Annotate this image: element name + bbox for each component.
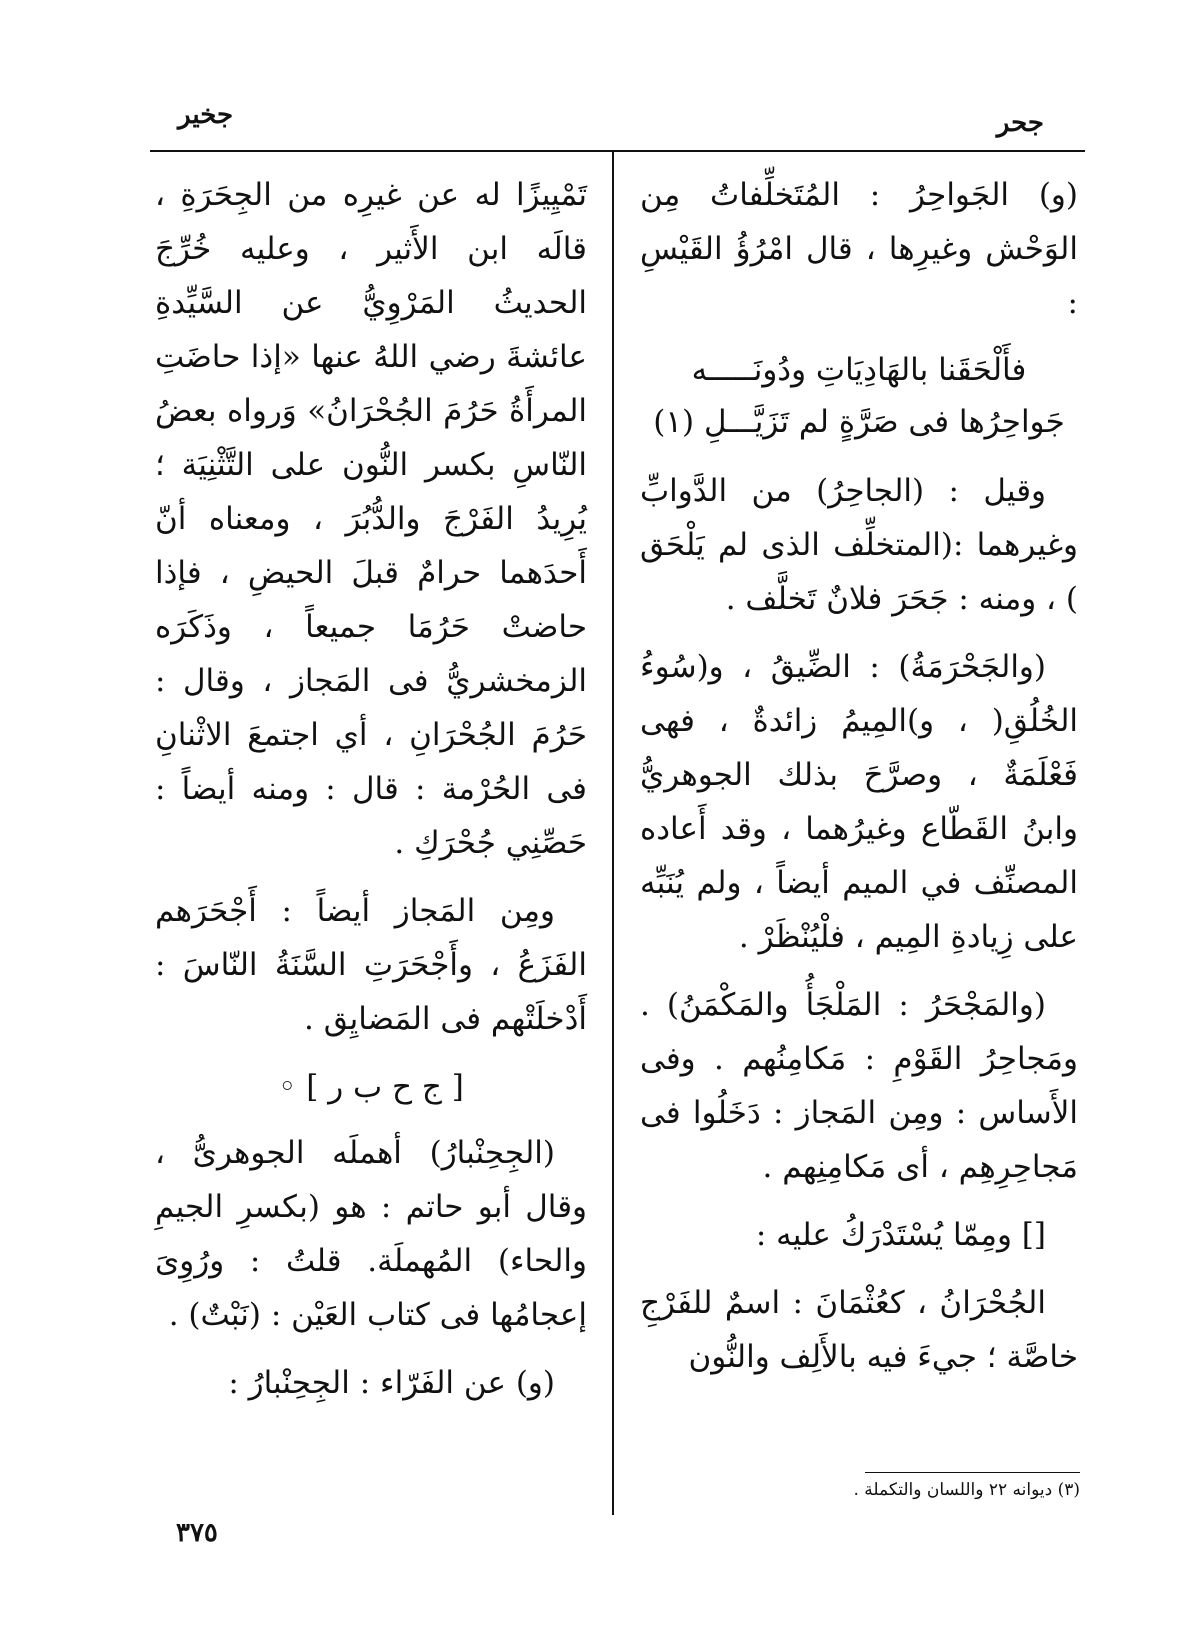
entry-jahrama: (والجَحْرَمَةُ) : الضِّيقُ ، و(سُوءُ الخُلُقِ( ، و)المِيمُ زائدةٌ ، فهى فَعْلَمَةٌ ، وصرَّحَ بذلك الجوهريُّ وابنُ القَطّاع وغيرُهما ، وقد أَعاده المصنِّف في الميم أيضاً ، ولم يُنَبِّه على زِيادةِ المِيم ، فلْيُنْظَرْ . [640,649,1078,955]
entry-farra: (و) عن الفَرّاء : الجِحِنْبارُ : [228,1365,555,1401]
entry-jahir: وقيل : (الجاحِرُ) من الدَّوابِّ وغيرهما :(المتخلِّف الذى لم يَلْحَق ) ، ومنه : جَحَرَ فلانٌ تَخلَّف . [640,473,1078,617]
entry-juhran-continued: تَمْيِيزًا له عن غيرِه من الجِحَرَةِ ، قالَه ابن الأَثير ، وعليه خُرِّجَ الحديثُ المَرْوِيُّ عن السَّيِّدةِ عائشةَ رضي اللهُ عنها «إذا حاضَتِ المرأَةُ حَرُمَ الجُحْرَانُ» وَرواه بعضُ النّاسِ بكسر النُّون على التَّثْنِيَة ؛ يُرِيدُ الفَرْجَ والدُّبُرَ ، ومعناه أنّ أَحدَهما حرامٌ قبلَ الحيضِ ، فإذا حاضتْ حَرُمَا جميعاً ، وذَكَرَه الزمخشريُّ فى المَجاز ، وقال : حَرُمَ الجُحْرَانِ ، أي اجتمعَ الاثْنانِ فى الحُرْمة : قال : ومنه أيضاً : حَصِّنِي جُحْرَكِ . [155,177,587,861]
entry-jihinbar: (الجِحِنْبارُ) أهملَه الجوهرىُّ ، وقال أبو حاتم : هو (بكسرِ الجيمِ والحاء) المُهملَة. قلتُ : ورُوِىَ إعجامُها فى كتاب العَيْن : (نَبْتٌ) . [155,1135,587,1333]
root-heading: [ ج ح ب ر ] ◦ [278,1069,464,1105]
running-header-right: جحر [996,108,1044,138]
entry-juhran: الجُحْرَانُ ، كعُثْمَانَ : اسمٌ للفَرْجِ خاصَّة ؛ جيءَ فيه بالأَلِف والنُّون [640,1285,1078,1375]
column-divider [612,150,614,1515]
footnote: (٣) ديوانه ٢٢ واللسان والتكملة . [853,1480,1080,1500]
verse-line-2: جَواحِرُها فى صَرَّةٍ لم تَزَيَّـــلِ (١) [653,404,1065,440]
entry-majhar: (والمَجْحَرُ : المَلْجَأُ والمَكْمَنُ) . ومَجاحِرُ القَوْمِ : مَكامِنُهم . وفى الأَساس : ومِن المَجاز : دَخَلُوا فى مَجاحِرِهِم ، أى مَكامِنِهم . [640,987,1078,1185]
running-header-left: جخير [178,100,234,130]
mustadrak-heading: [] ومِمّا يُسْتَدْرَكُ عليه : [755,1217,1046,1253]
verse-line-1: فأَلْحَقَنا بالهَادِيَاتِ ودُونَـــــه [691,352,1027,388]
entry-jawahir: (و) الجَواحِرُ : المُتَخلِّفاتُ مِن الوَحْش وغيرِها ، قال امْرُؤُ القَيْسِ : [640,177,1078,321]
left-column [155,168,587,1424]
right-column [640,168,1078,1398]
footnote-rule [865,1472,1080,1473]
poem-verse [640,344,1078,448]
entry-ajhara: ومِن المَجاز أيضاً : أَجْحَرَهم الفَزَعُ ، وأَجْحَرَتِ السَّنَةُ النّاسَ : أَدْخلَتْهم فى المَضايِق . [155,893,587,1037]
header-rule [150,150,1085,152]
page-number: ٣٧٥ [176,1518,218,1548]
